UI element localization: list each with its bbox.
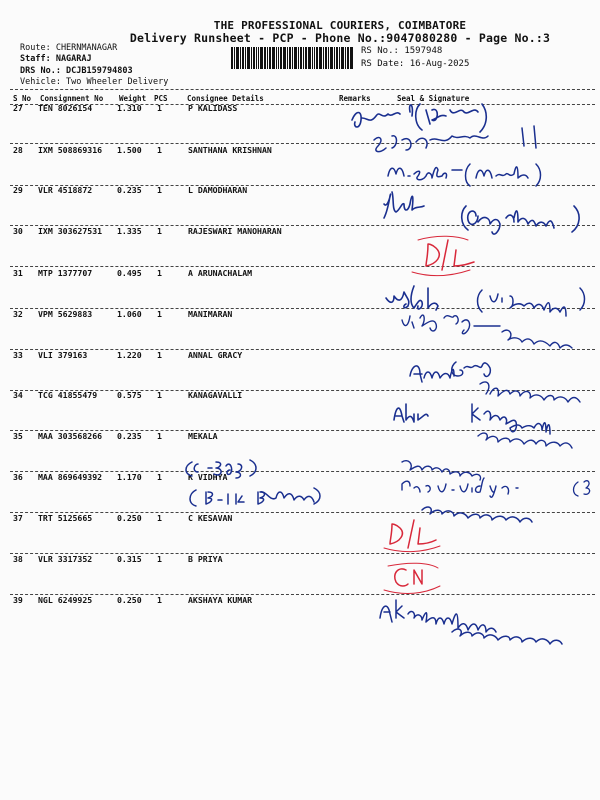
- row-pcs: 1: [157, 185, 162, 195]
- runsheet-title: Delivery Runsheet - PCP - Phone No.:9047080280 - Page No.:3: [129, 31, 551, 45]
- table-row: [0, 390, 600, 406]
- row-sno: 34: [13, 390, 23, 400]
- header-top-rule: [10, 89, 595, 90]
- table-row: [0, 226, 600, 242]
- row-weight: 0.235: [117, 431, 142, 441]
- col-header-consignee: Consignee Details: [187, 94, 264, 103]
- row-consignee: C KESAVAN: [188, 513, 233, 523]
- col-header-consignment: Consignment No: [40, 94, 104, 103]
- handwritten-sign-32: [386, 286, 438, 310]
- vehicle-info: Vehicle: Two Wheeler Delivery: [20, 77, 169, 87]
- handwritten-sign-33: [410, 366, 454, 382]
- row-pcs: 1: [157, 472, 162, 482]
- col-header-weight: Weight: [119, 94, 147, 103]
- row-consignment-no: VLR 4518872: [38, 185, 93, 195]
- table-row: [0, 309, 600, 325]
- handwritten-sign-28: [388, 164, 541, 186]
- table-row: [0, 103, 600, 119]
- row-weight: 0.495: [117, 268, 142, 278]
- handwritten-phone-39: [452, 629, 562, 644]
- row-sno: 31: [13, 268, 23, 278]
- row-weight: 1.060: [117, 309, 142, 319]
- row-consignment-no: IXM 303627531: [38, 226, 103, 236]
- row-sno: 30: [13, 226, 23, 236]
- handwritten-dl-37-underline: [384, 546, 440, 552]
- row-consignment-no: MAA 869649392: [38, 472, 103, 482]
- company-title: THE PROFESSIONAL COURIERS, COIMBATORE: [213, 19, 467, 32]
- row-sno: 32: [13, 309, 23, 319]
- table-row: [0, 595, 600, 611]
- row-pcs: 1: [157, 103, 162, 113]
- row-weight: 1.220: [117, 350, 142, 360]
- table-row: [0, 268, 600, 284]
- row-sno: 28: [13, 145, 23, 155]
- row-consignment-no: IXM 508869316: [38, 145, 103, 155]
- row-weight: 0.250: [117, 595, 142, 605]
- table-row: [0, 472, 600, 488]
- row-sno: 36: [13, 472, 23, 482]
- row-pcs: 1: [157, 390, 162, 400]
- row-consignment-no: TCG 41855479: [38, 390, 98, 400]
- row-sno: 39: [13, 595, 23, 605]
- col-header-seal: Seal & Signature: [397, 94, 470, 103]
- row-consignment-no: VPM 5629883: [38, 309, 93, 319]
- row-pcs: 1: [157, 350, 162, 360]
- row-weight: 1.500: [117, 145, 142, 155]
- row-weight: 0.235: [117, 185, 142, 195]
- row-consignment-no: TRT 5125665: [38, 513, 93, 523]
- row-consignment-no: NGL 6249925: [38, 595, 93, 605]
- row-consignee: B PRIYA: [188, 554, 223, 564]
- row-pcs: 1: [157, 145, 162, 155]
- drs-info: DRS No.: DCJB159794803: [20, 66, 133, 76]
- row-pcs: 1: [157, 431, 162, 441]
- col-header-pcs: PCS: [154, 94, 168, 103]
- table-row: [0, 554, 600, 570]
- row-weight: 0.315: [117, 554, 142, 564]
- row-consignment-no: MTP 1377707: [38, 268, 93, 278]
- handwritten-sign-34: [394, 404, 428, 422]
- row-consignee: K VIDHYA: [188, 472, 228, 482]
- row-consignee: MEKALA: [188, 431, 218, 441]
- row-sno: 38: [13, 554, 23, 564]
- row-pcs: 1: [157, 595, 162, 605]
- row-weight: 1.310: [117, 103, 142, 113]
- row-pcs: 1: [157, 554, 162, 564]
- row-consignee: KANAGAVALLI: [188, 390, 243, 400]
- row-pcs: 1: [157, 268, 162, 278]
- row-consignment-no: MAA 303568266: [38, 431, 103, 441]
- row-divider: [10, 143, 595, 144]
- barcode-image: [231, 47, 353, 69]
- row-divider: [10, 266, 595, 267]
- row-consignee: A ARUNACHALAM: [188, 268, 253, 278]
- row-weight: 0.250: [117, 513, 142, 523]
- row-sno: 33: [13, 350, 23, 360]
- row-consignee: P KALIDASS: [188, 103, 238, 113]
- row-consignee: RAJESWARI MANOHARAN: [188, 226, 282, 236]
- table-row: [0, 350, 600, 366]
- handwritten-note-36b: [190, 488, 320, 506]
- table-row: [0, 185, 600, 201]
- row-pcs: 1: [157, 309, 162, 319]
- row-consignee: MANIMARAN: [188, 309, 233, 319]
- row-pcs: 1: [157, 226, 162, 236]
- row-sno: 35: [13, 431, 23, 441]
- row-consignee: L DAMODHARAN: [188, 185, 248, 195]
- row-consignment-no: TEN 8026154: [38, 103, 93, 113]
- row-sno: 29: [13, 185, 23, 195]
- table-row: [0, 145, 600, 161]
- staff-info: Staff: NAGARAJ: [20, 54, 92, 64]
- row-consignee: ANNAL GRACY: [188, 350, 243, 360]
- row-sno: 27: [13, 103, 23, 113]
- route-info: Route: CHERNMANAGAR: [20, 43, 118, 53]
- table-row: [0, 513, 600, 529]
- col-header-remarks: Remarks: [339, 94, 371, 103]
- rs-date: RS Date: 16-Aug-2025: [361, 59, 470, 69]
- col-header-sno: S No: [13, 94, 32, 103]
- row-sno: 37: [13, 513, 23, 523]
- table-row: [0, 431, 600, 447]
- row-pcs: 1: [157, 513, 162, 523]
- row-consignment-no: VLR 3317352: [38, 554, 93, 564]
- row-weight: 1.170: [117, 472, 142, 482]
- row-weight: 1.335: [117, 226, 142, 236]
- row-consignee: SANTHANA KRISHNAN: [188, 145, 272, 155]
- row-weight: 0.575: [117, 390, 142, 400]
- row-consignee: AKSHAYA KUMAR: [188, 595, 253, 605]
- row-consignment-no: VLI 379163: [38, 350, 88, 360]
- handwritten-cn-38: [395, 569, 422, 586]
- rs-number: RS No.: 1597948: [361, 46, 443, 56]
